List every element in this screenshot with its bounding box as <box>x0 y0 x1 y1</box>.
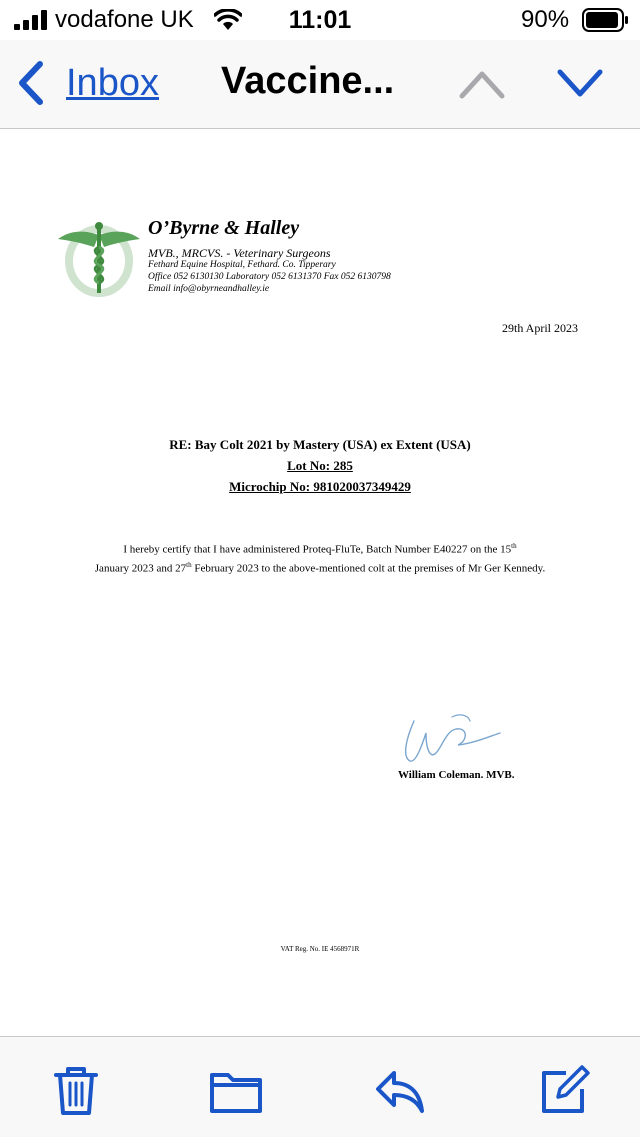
battery-icon <box>582 8 630 32</box>
vat-number: VAT Reg. No. IE 4568971R <box>280 945 360 953</box>
trash-icon[interactable] <box>48 1063 104 1119</box>
body-part-1: I hereby certify that I have administered Proteq-FluTe, Batch Number E40227 on the 15 <box>123 543 512 556</box>
attachment-document <box>0 129 640 1036</box>
chevron-left-icon[interactable] <box>14 58 48 108</box>
carrier-name: vodafone UK <box>55 6 194 33</box>
status-bar <box>0 0 640 40</box>
letter-date: 29th April 2023 <box>501 321 578 335</box>
re-line: RE: Bay Colt 2021 by Mastery (USA) ex Extent (USA) <box>169 437 471 452</box>
battery-percent: 90% <box>521 6 570 33</box>
firm-qualifications: MVB., MRCVS. - Veterinary Surgeons <box>148 246 331 260</box>
body-part-3: February 2023 to the above-mentioned colt at the premises of Mr Ger Kennedy. <box>191 562 546 575</box>
compose-icon[interactable] <box>536 1063 592 1119</box>
reply-icon[interactable] <box>372 1063 428 1119</box>
signer-name: William Coleman. MVB. <box>398 769 515 781</box>
body-part-2: January 2023 and 27 <box>94 562 187 575</box>
mail-nav-bar <box>0 40 640 129</box>
signature-mark <box>396 709 506 769</box>
back-to-inbox-link[interactable]: Inbox <box>66 62 159 104</box>
chevron-down-icon[interactable] <box>550 62 610 106</box>
firm-email: Email info@obyrneandhalley.ie <box>148 284 270 294</box>
body-sup-1: th <box>511 542 517 550</box>
firm-name: O’Byrne & Halley <box>148 217 300 239</box>
folder-icon[interactable] <box>208 1063 264 1119</box>
mail-toolbar <box>0 1036 640 1137</box>
subject-block <box>0 434 640 497</box>
firm-phone: Office 052 6130130 Laboratory 052 6131370 Fax 052 6130798 <box>148 272 391 282</box>
clock-time: 11:01 <box>288 6 352 34</box>
firm-address: Fethard Equine Hospital, Fethard. Co. Tipperary <box>148 260 336 270</box>
body-sup-2: th <box>186 560 192 569</box>
caduceus-logo-icon <box>56 217 142 297</box>
microchip-number: Microchip No: 981020037349429 <box>229 479 411 494</box>
chevron-up-icon[interactable] <box>452 62 512 106</box>
certification-text <box>50 539 590 576</box>
message-subject-title: Vaccine... <box>221 60 395 102</box>
lot-number: Lot No: 285 <box>287 458 353 473</box>
